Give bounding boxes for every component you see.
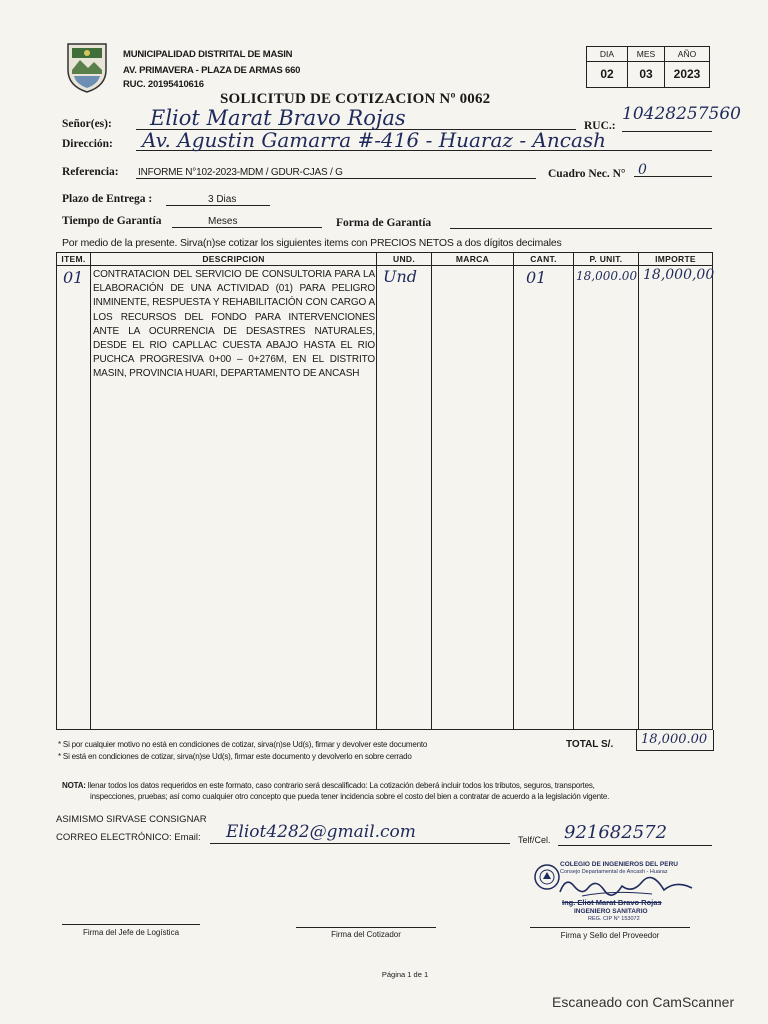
date-mes-label: MES bbox=[628, 47, 665, 62]
stamp-line-1: COLEGIO DE INGENIEROS DEL PERU bbox=[560, 861, 678, 868]
header-descripcion: DESCRIPCION bbox=[91, 253, 377, 266]
intro-text: Por medio de la presente. Sirva(n)se cotizar los siguientes items con PRECIOS NETOS a dos dígitos decimales bbox=[62, 237, 562, 249]
firma-proveedor-label: Firma y Sello del Proveedor bbox=[560, 931, 660, 940]
asimismo-text: ASIMISMO SIRVASE CONSIGNAR bbox=[56, 814, 207, 825]
stamp-line-2: Consejo Departamental de Ancash - Huaraz bbox=[560, 869, 668, 875]
org-ruc: RUC. 20195410616 bbox=[123, 79, 204, 90]
date-dia-value: 02 bbox=[587, 62, 628, 87]
direccion-label: Dirección: bbox=[62, 138, 113, 150]
date-dia-label: DIA bbox=[587, 47, 628, 62]
header-p-unit: P. UNIT. bbox=[574, 253, 639, 266]
page-number: Página 1 de 1 bbox=[381, 970, 429, 979]
footnote-2: * Si está en condiciones de cotizar, sirva(n)se Ud(s), firmar este documento y devolverlo en sobre cerrado bbox=[58, 752, 412, 761]
forma-garantia-label: Forma de Garantía bbox=[336, 217, 432, 229]
total-value: 18,000.00 bbox=[641, 732, 708, 747]
plazo-value: 3 Dias bbox=[208, 194, 237, 205]
org-address: AV. PRIMAVERA - PLAZA DE ARMAS 660 bbox=[123, 65, 301, 76]
telf-value: 921682572 bbox=[564, 822, 668, 843]
nota-label: NOTA: bbox=[62, 781, 86, 790]
stamp-name: Ing. Eliot Marat Bravo Rojas bbox=[562, 898, 662, 907]
date-mes-value: 03 bbox=[628, 62, 665, 87]
table-header-row bbox=[57, 253, 713, 266]
firma-cotizador-label: Firma del Cotizador bbox=[331, 930, 401, 939]
total-box bbox=[636, 730, 714, 751]
header-importe: IMPORTE bbox=[639, 253, 713, 266]
header-und: UND. bbox=[377, 253, 432, 266]
org-name: MUNICIPALIDAD DISTRITAL DE MASIN bbox=[123, 49, 293, 60]
email-label: CORREO ELECTRÓNICO: Email: bbox=[56, 832, 201, 843]
referencia-value: INFORME N°102-2023-MDM / GDUR-CJAS / G bbox=[138, 167, 343, 178]
date-ano-label: AÑO bbox=[665, 47, 709, 62]
referencia-label: Referencia: bbox=[62, 166, 119, 178]
cell-und: Und bbox=[377, 266, 432, 730]
cell-importe: 18,000,00 bbox=[639, 266, 713, 730]
nota-line-1: llenar todos los datos requeridos en este formato, caso contrario será descalificado: La cotización deberá incluir todos los tributos, seguros, transportes, bbox=[87, 781, 595, 790]
cell-marca bbox=[432, 266, 514, 730]
senor-label: Señor(es): bbox=[62, 118, 112, 130]
plazo-label: Plazo de Entrega : bbox=[62, 193, 153, 205]
table-row bbox=[57, 266, 713, 730]
senor-value: Eliot Marat Bravo Rojas bbox=[150, 106, 406, 130]
cell-cant: 01 bbox=[514, 266, 574, 730]
header-item: ITEM. bbox=[57, 253, 91, 266]
camscanner-watermark: Escaneado con CamScanner bbox=[552, 994, 735, 1010]
ruc-value: 10428257560 bbox=[622, 104, 741, 124]
telf-label: Telf/Cel. bbox=[518, 835, 551, 845]
ruc-label: RUC.: bbox=[584, 120, 616, 132]
stamp-reg: REG. CIP N° 153072 bbox=[588, 916, 640, 922]
items-table bbox=[56, 252, 713, 730]
date-box bbox=[586, 46, 710, 88]
header-marca: MARCA bbox=[432, 253, 514, 266]
cuadro-value: 0 bbox=[638, 162, 647, 178]
page-title: SOLICITUD DE COTIZACION Nº 0062 bbox=[220, 91, 491, 107]
nota-line-2: inspecciones, pruebas; así como cualquier otro concepto que pueda tener incidencia sobre el costo del bien a contratar de acuerdo a la legislación vigente. bbox=[90, 792, 610, 801]
total-label: TOTAL S/. bbox=[566, 739, 614, 750]
date-ano-value: 2023 bbox=[673, 67, 701, 81]
direccion-value: Av. Agustin Gamarra #-416 - Huaraz - Ancash bbox=[142, 128, 607, 152]
municipal-crest-icon bbox=[64, 40, 110, 94]
garantia-label: Tiempo de Garantía bbox=[62, 215, 162, 227]
firma-jefe-label: Firma del Jefe de Logística bbox=[82, 928, 180, 937]
cell-item: 01 bbox=[57, 266, 91, 730]
cell-p-unit: 18,000.00 bbox=[574, 266, 639, 730]
header-cant: CANT. bbox=[514, 253, 574, 266]
email-value: Eliot4282@gmail.com bbox=[226, 822, 416, 842]
cell-description: CONTRATACION DEL SERVICIO DE CONSULTORIA PARA LA ELABORACIÓN DE UNA ACTIVIDAD (01) PARA PELIGRO INMINENTE, RESPUESTA Y REHABILITACIÓN CON CARGO A LOS RECURSOS DEL FONDO PARA INTERVENCIONES ANTE LA OCURRENCIA DE DESASTRES NATURALES, DESDE EL RIO CAPLLAC CUESTA ABAJO HASTA EL RIO PUCHCA PROGRESIVA 0+00 – 0+276M, EN EL DISTRITO MASIN, PROVINCIA HUARI, DEPARTAMENTO DE ANCASH bbox=[91, 266, 377, 730]
stamp-title: INGENIERO SANITARIO bbox=[574, 908, 648, 915]
cuadro-label: Cuadro Nec. N° bbox=[548, 168, 626, 180]
footnote-1: * Si por cualquier motivo no está en condiciones de cotizar, sirva(n)se Ud(s), firmar y devolver este documento bbox=[58, 740, 428, 749]
nota-block bbox=[62, 780, 712, 791]
garantia-value: Meses bbox=[208, 216, 238, 227]
professional-stamp bbox=[532, 858, 702, 924]
